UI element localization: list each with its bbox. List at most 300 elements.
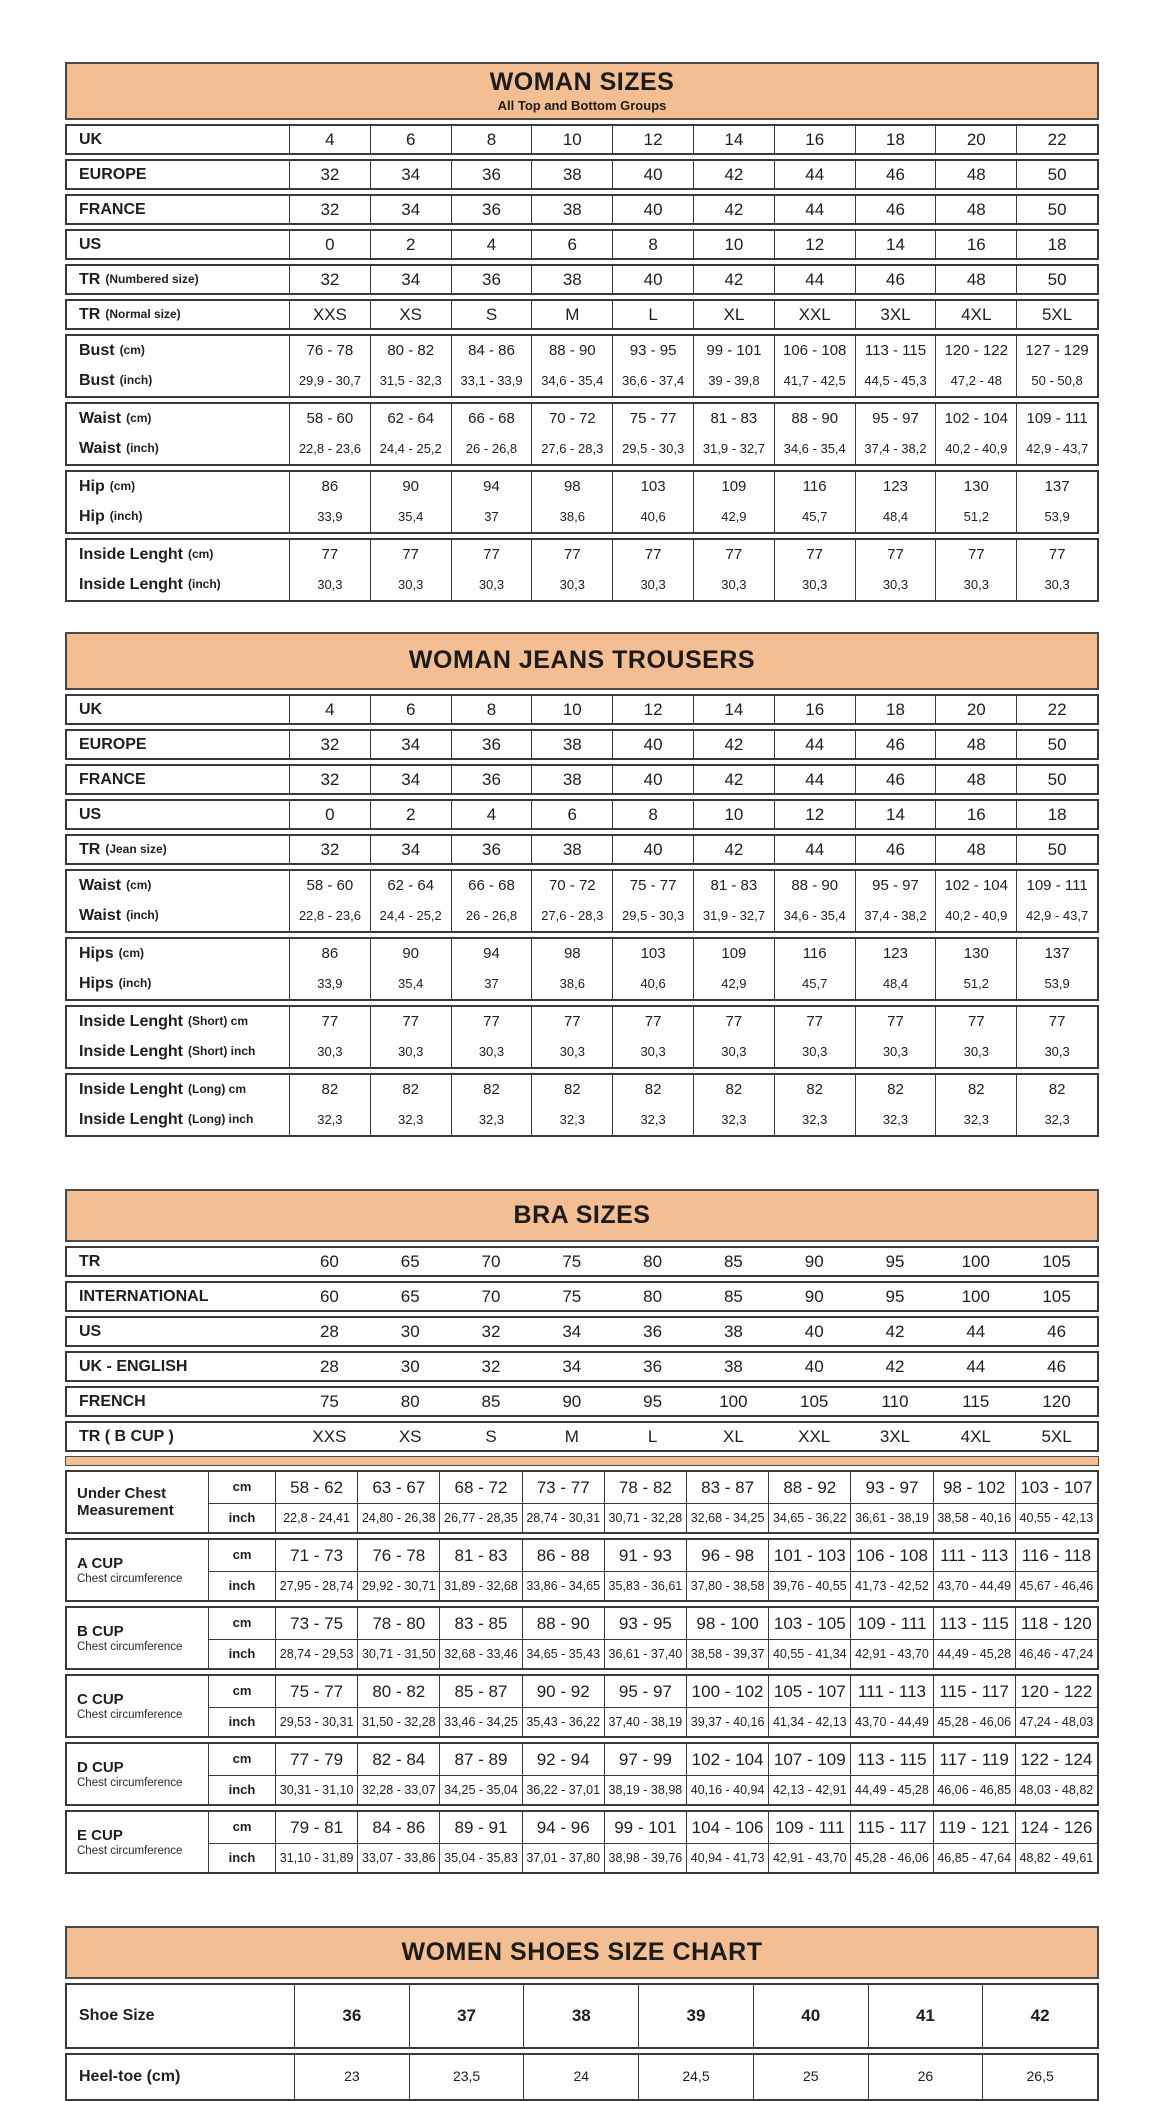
size-value-cell: 5XL [1016, 301, 1097, 328]
size-value-cell: 48 [935, 266, 1016, 293]
table-row-block [65, 1421, 1099, 1452]
size-value-cell: 41 [868, 1985, 983, 2047]
cup-inch-value: 30,31 - 31,10 [275, 1775, 357, 1804]
size-value-cell: 66 - 68 [451, 404, 532, 434]
cup-inch-value: 40,55 - 42,13 [1015, 1503, 1097, 1532]
row-label-main: Hip [79, 478, 105, 496]
row-label-main: Inside Lenght [79, 1013, 183, 1031]
size-value-cell: 116 [774, 472, 855, 502]
size-value-cell: 39 [638, 1985, 753, 2047]
woman-jeans-grid [65, 694, 1099, 1137]
row-label-main: FRENCH [79, 1392, 146, 1410]
size-value-cell: 75 - 77 [612, 871, 693, 901]
table-row-block [65, 1983, 1099, 2049]
woman-jeans-table [65, 632, 1099, 1137]
size-value-cell: 90 [804, 1251, 824, 1271]
size-value-cell: 40 [612, 196, 693, 223]
cup-cm-value: 94 - 96 [522, 1812, 604, 1843]
size-value-cell: 77 [693, 1007, 774, 1037]
size-value-cell: XS [398, 1426, 422, 1446]
cup-inch-value: 33,46 - 34,25 [439, 1707, 521, 1736]
size-value-cell: 29,5 - 30,3 [612, 901, 693, 931]
row-label-note: (cm) [188, 547, 214, 562]
cup-label [67, 1812, 208, 1872]
cup-inch-value: 38,19 - 38,98 [604, 1775, 686, 1804]
size-value-cell: 4 [451, 231, 532, 258]
row-label-main: EUROPE [79, 165, 147, 183]
size-value-cell: 62 - 64 [370, 404, 451, 434]
size-value-cell: 93 - 95 [612, 336, 693, 366]
size-value-cell: 2 [370, 801, 451, 828]
row-label-note: (cm) [119, 343, 145, 358]
cup-cm-value: 117 - 119 [933, 1744, 1015, 1775]
size-value-cell: 75 [562, 1251, 582, 1271]
row-label-note: (cm) [109, 479, 136, 494]
shoes-table [65, 1926, 1099, 2101]
size-value-cell: 77 [774, 540, 855, 570]
table-row-block [65, 729, 1099, 760]
size-value-cell: 34 [370, 731, 451, 758]
size-value-cell: 24,4 - 25,2 [370, 434, 451, 464]
cup-cm-value: 109 - 111 [768, 1812, 850, 1843]
size-value-cell: 12 [612, 126, 693, 153]
size-value-cell: 14 [855, 231, 936, 258]
size-value-cell: 42 [693, 196, 774, 223]
size-value-cell: 8 [451, 696, 532, 723]
row-label [67, 540, 289, 570]
size-value-cell: 32,3 [612, 1105, 693, 1135]
size-value-cell: 37,4 - 38,2 [855, 901, 936, 931]
cup-row-block [65, 1606, 1099, 1670]
cup-cm-value: 122 - 124 [1015, 1744, 1097, 1775]
size-value-cell: L [647, 1426, 658, 1446]
cup-label [67, 1608, 208, 1668]
size-value-cell: 102 - 104 [935, 404, 1016, 434]
size-value-cell: 80 [643, 1286, 663, 1306]
size-value-cell: 102 - 104 [935, 871, 1016, 901]
size-value-cell: 82 [289, 1075, 370, 1105]
cup-inch-value: 32,68 - 33,46 [439, 1639, 521, 1668]
row-label [67, 871, 289, 901]
size-value-cell: 30,3 [935, 1037, 1016, 1067]
size-value-cell: 50 [1016, 731, 1097, 758]
cup-cm-value: 83 - 87 [686, 1472, 768, 1503]
size-value-cell: 90 [562, 1391, 582, 1411]
cup-cm-value: 100 - 102 [686, 1676, 768, 1707]
table-row-block [65, 937, 1099, 1001]
cup-inch-value: 41,34 - 42,13 [768, 1707, 850, 1736]
size-value-cell: 46 [855, 731, 936, 758]
size-value-cell: 46 [855, 196, 936, 223]
size-value-cell: 130 [935, 472, 1016, 502]
size-value-cell: 116 [774, 939, 855, 969]
size-value-cell: 82 [935, 1075, 1016, 1105]
shoes-header-band [65, 1926, 1099, 1979]
size-value-cell: 4XL [960, 1426, 991, 1446]
table-row-block [65, 159, 1099, 190]
row-label-main: Bust [79, 372, 115, 390]
size-value-cell: 0 [289, 231, 370, 258]
row-label-note: (inch) [126, 908, 159, 923]
size-value-cell: 50 [1016, 766, 1097, 793]
size-value-cell: 32 [481, 1321, 501, 1341]
size-value-cell: 123 [855, 472, 936, 502]
cup-cm-value: 78 - 80 [357, 1608, 439, 1639]
row-label [67, 161, 289, 188]
cup-cm-value: 93 - 95 [604, 1608, 686, 1639]
size-value-cell: 30,3 [531, 1037, 612, 1067]
size-value-cell: 110 [881, 1391, 909, 1411]
cup-cm-value: 113 - 115 [933, 1608, 1015, 1639]
cup-cm-value: 75 - 77 [275, 1676, 357, 1707]
size-value-cell: 60 [319, 1251, 339, 1271]
cup-inch-value: 27,95 - 28,74 [275, 1571, 357, 1600]
size-value-cell: 30,3 [1016, 1037, 1097, 1067]
size-value-cell: 77 [855, 1007, 936, 1037]
table-row-block [65, 1351, 1099, 1382]
size-value-cell: 77 [289, 1007, 370, 1037]
size-value-cell: 58 - 60 [289, 404, 370, 434]
row-label-main: Hips [79, 975, 114, 993]
cup-label-main: Under Chest Measurement [77, 1484, 174, 1519]
size-value-cell: 65 [400, 1286, 420, 1306]
size-value-cell: 38 [531, 731, 612, 758]
size-value-cell: 4 [289, 696, 370, 723]
size-value-cell: 40,6 [612, 502, 693, 532]
cup-inch-value: 40,16 - 40,94 [686, 1775, 768, 1804]
size-value-cell: 81 - 83 [693, 871, 774, 901]
cup-inch-value: 38,58 - 40,16 [933, 1503, 1015, 1532]
size-value-cell: 40,2 - 40,9 [935, 901, 1016, 931]
table-row-block [65, 1005, 1099, 1069]
size-value-cell: 103 [612, 939, 693, 969]
size-value-cell: 26 - 26,8 [451, 901, 532, 931]
cup-inch-value: 41,73 - 42,52 [850, 1571, 932, 1600]
size-value-cell: 44 [774, 766, 855, 793]
size-value-cell: XS [370, 301, 451, 328]
size-value-cell: 14 [855, 801, 936, 828]
table-row-block [65, 2053, 1099, 2101]
size-value-cell: 32,3 [693, 1105, 774, 1135]
size-value-cell: 40,2 - 40,9 [935, 434, 1016, 464]
size-value-cell: 38 [531, 836, 612, 863]
cup-inch-value: 45,28 - 46,06 [850, 1843, 932, 1872]
size-value-cell: 27,6 - 28,3 [531, 901, 612, 931]
size-value-cell: 4 [289, 126, 370, 153]
size-value-cell: 46 [855, 266, 936, 293]
size-value-cell: 53,9 [1016, 969, 1097, 999]
size-value-cell: XXS [289, 301, 370, 328]
size-value-cell: 26 [868, 2055, 983, 2099]
size-value-cell: 42,9 - 43,7 [1016, 901, 1097, 931]
size-value-cell: 32 [289, 266, 370, 293]
cup-cm-value: 109 - 111 [850, 1608, 932, 1639]
row-label [67, 502, 289, 532]
unit-label-cm: cm [208, 1472, 275, 1503]
size-value-cell: 46 [855, 766, 936, 793]
size-value-cell: 20 [935, 126, 1016, 153]
row-label [67, 969, 289, 999]
shoes-title: WOMEN SHOES SIZE CHART [401, 1937, 763, 1966]
size-value-cell: 10 [531, 126, 612, 153]
cup-cm-value: 71 - 73 [275, 1540, 357, 1571]
size-value-cell: 6 [531, 801, 612, 828]
cup-inch-value: 36,22 - 37,01 [522, 1775, 604, 1804]
table-row-block [65, 869, 1099, 933]
cup-inch-value: 24,80 - 26,38 [357, 1503, 439, 1532]
cup-label [67, 1676, 208, 1736]
size-value-cell: 23,5 [409, 2055, 524, 2099]
cup-cm-value: 120 - 122 [1015, 1676, 1097, 1707]
table-row-block [65, 694, 1099, 725]
size-value-cell: 6 [531, 231, 612, 258]
size-value-cell: 82 [774, 1075, 855, 1105]
size-value-cell: 109 - 111 [1016, 404, 1097, 434]
cup-cm-value: 84 - 86 [357, 1812, 439, 1843]
size-value-cell: 3XL [855, 301, 936, 328]
cup-cm-value: 92 - 94 [522, 1744, 604, 1775]
table-row-block [65, 834, 1099, 865]
cup-label [67, 1472, 208, 1532]
cup-inch-value: 31,10 - 31,89 [275, 1843, 357, 1872]
size-value-cell: 34 [370, 836, 451, 863]
size-value-cell: 30,3 [370, 570, 451, 600]
unit-label-cm: cm [208, 1608, 275, 1639]
row-label-note: (Short) inch [188, 1044, 256, 1059]
cup-cm-value: 86 - 88 [522, 1540, 604, 1571]
size-value-cell: 77 [693, 540, 774, 570]
table-row-block [65, 334, 1099, 398]
size-value-cell: 95 - 97 [855, 404, 936, 434]
woman-sizes-grid [65, 124, 1099, 602]
size-value-cell: 31,9 - 32,7 [693, 434, 774, 464]
row-label-main: US [79, 805, 102, 823]
size-value-cell: 94 [451, 939, 532, 969]
size-value-cell: 36 [451, 766, 532, 793]
size-value-cell: 45,7 [774, 969, 855, 999]
size-value-cell: 42 [693, 731, 774, 758]
row-label-main: TR [79, 840, 101, 858]
size-value-cell: 30,3 [774, 570, 855, 600]
size-value-cell: 95 - 97 [855, 871, 936, 901]
cup-inch-value: 28,74 - 30,31 [522, 1503, 604, 1532]
size-value-cell: 100 [719, 1391, 748, 1411]
size-value-cell: 65 [400, 1251, 420, 1271]
size-value-cell: 48 [935, 731, 1016, 758]
size-value-cell: 137 [1016, 939, 1097, 969]
size-value-cell: 40 [804, 1356, 824, 1376]
cup-cm-value: 90 - 92 [522, 1676, 604, 1707]
size-value-cell: XL [693, 301, 774, 328]
cup-cm-value: 87 - 89 [439, 1744, 521, 1775]
size-value-cell: 127 - 129 [1016, 336, 1097, 366]
size-value-cell: 39 - 39,8 [693, 366, 774, 396]
size-value-cell: 66 - 68 [451, 871, 532, 901]
cup-inch-value: 46,85 - 47,64 [933, 1843, 1015, 1872]
size-value-cell: 37,4 - 38,2 [855, 434, 936, 464]
size-value-cell: 80 [643, 1251, 663, 1271]
size-value-cell: 90 [370, 472, 451, 502]
cup-cm-value: 104 - 106 [686, 1812, 768, 1843]
size-value-cell: 40 [612, 266, 693, 293]
size-value-cell: S [451, 301, 532, 328]
size-value-cell: 12 [774, 231, 855, 258]
cup-inch-value: 44,49 - 45,28 [933, 1639, 1015, 1668]
size-value-cell: 44 [966, 1356, 986, 1376]
size-value-cell: 77 [531, 540, 612, 570]
size-value-cell: 77 [612, 1007, 693, 1037]
size-value-cell: 88 - 90 [774, 871, 855, 901]
size-value-cell: 32 [289, 196, 370, 223]
cup-cm-value: 63 - 67 [357, 1472, 439, 1503]
size-value-cell: 12 [612, 696, 693, 723]
size-value-cell: 18 [1016, 801, 1097, 828]
row-label [67, 434, 289, 464]
row-label-note: (cm) [126, 411, 152, 426]
cup-cm-value: 58 - 62 [275, 1472, 357, 1503]
size-value-cell: 12 [774, 801, 855, 828]
size-value-cell: 35,4 [370, 502, 451, 532]
cup-cm-value: 77 - 79 [275, 1744, 357, 1775]
size-value-cell: 32,3 [289, 1105, 370, 1135]
row-label [67, 801, 289, 828]
size-value-cell: 42,9 [693, 969, 774, 999]
size-value-cell: 34 [370, 766, 451, 793]
size-value-cell: 30,3 [693, 1037, 774, 1067]
size-value-cell: 70 - 72 [531, 871, 612, 901]
cup-cm-value: 89 - 91 [439, 1812, 521, 1843]
row-label [67, 836, 289, 863]
row-label [67, 1388, 289, 1415]
size-value-cell: 98 [531, 939, 612, 969]
size-value-cell: 3XL [879, 1426, 911, 1446]
size-value-cell: 31,9 - 32,7 [693, 901, 774, 931]
size-value-cell: 16 [935, 231, 1016, 258]
table-row-block [65, 124, 1099, 155]
cup-inch-value: 33,86 - 34,65 [522, 1571, 604, 1600]
row-label [67, 696, 289, 723]
cup-label-sub: Chest circumference [77, 1641, 183, 1654]
unit-label-inch: inch [208, 1775, 275, 1804]
cup-cm-value: 93 - 97 [850, 1472, 932, 1503]
size-value-cell: 42,9 - 43,7 [1016, 434, 1097, 464]
size-value-cell: 77 [774, 1007, 855, 1037]
size-value-cell: 36 [643, 1321, 663, 1341]
size-value-cell: 109 [693, 472, 774, 502]
row-label-main: Shoe Size [79, 2007, 155, 2025]
size-value-cell: 46 [1047, 1321, 1067, 1341]
size-value-cell: 29,9 - 30,7 [289, 366, 370, 396]
row-label-main: Inside Lenght [79, 1081, 183, 1099]
size-value-cell: 37 [451, 502, 532, 532]
size-value-cell: 77 [855, 540, 936, 570]
size-value-cell: 77 [612, 540, 693, 570]
row-label [67, 1283, 289, 1310]
size-value-cell: 50 [1016, 266, 1097, 293]
row-label-note: (cm) [118, 946, 145, 961]
size-value-cell: 95 [885, 1286, 905, 1306]
cup-inch-value: 42,13 - 42,91 [768, 1775, 850, 1804]
size-value-cell: 88 - 90 [531, 336, 612, 366]
size-value-cell: 0 [289, 801, 370, 828]
woman-sizes-header-band [65, 62, 1099, 120]
size-value-cell: 38 [523, 1985, 638, 2047]
size-value-cell: 77 [289, 540, 370, 570]
size-value-cell: 34 [562, 1356, 582, 1376]
size-value-cell: 115 [962, 1391, 990, 1411]
size-value-cell: 30,3 [612, 1037, 693, 1067]
size-value-cell: 38 [531, 266, 612, 293]
cup-inch-value: 46,06 - 46,85 [933, 1775, 1015, 1804]
size-value-cell: 40 [612, 731, 693, 758]
size-value-cell: 123 [855, 939, 936, 969]
size-value-cell: 32,3 [774, 1105, 855, 1135]
size-value-cell: 62 - 64 [370, 871, 451, 901]
size-value-cell: 77 [451, 540, 532, 570]
row-label [67, 126, 289, 153]
cup-inch-value: 40,94 - 41,73 [686, 1843, 768, 1872]
cup-label-main: A CUP [77, 1554, 124, 1572]
size-value-cell: 5XL [1041, 1426, 1072, 1446]
size-value-cell: 77 [370, 1007, 451, 1037]
size-value-cell: 30,3 [370, 1037, 451, 1067]
size-value-cell: 84 - 86 [451, 336, 532, 366]
cup-cm-value: 68 - 72 [439, 1472, 521, 1503]
cup-cm-value: 111 - 113 [933, 1540, 1015, 1571]
size-value-cell: 2 [370, 231, 451, 258]
cup-cm-value: 91 - 93 [604, 1540, 686, 1571]
table-row-block [65, 538, 1099, 602]
size-value-cell: 40,6 [612, 969, 693, 999]
row-label-note: (Normal size) [105, 306, 181, 321]
size-value-cell: 32 [289, 731, 370, 758]
row-label [67, 1423, 289, 1450]
size-value-cell: 30,3 [289, 570, 370, 600]
row-label [67, 266, 289, 293]
size-value-cell: 24,4 - 25,2 [370, 901, 451, 931]
size-value-cell: 82 [451, 1075, 532, 1105]
cup-inch-value: 28,74 - 29,53 [275, 1639, 357, 1668]
size-value-cell: 30,3 [855, 1037, 936, 1067]
size-value-cell: 76 - 78 [289, 336, 370, 366]
size-value-cell: 109 - 111 [1016, 871, 1097, 901]
size-value-cell: 130 [935, 939, 1016, 969]
cup-cm-value: 101 - 103 [768, 1540, 850, 1571]
unit-label-cm: cm [208, 1744, 275, 1775]
bra-sizes-upper-grid [65, 1246, 1099, 1452]
cup-inch-value: 37,40 - 38,19 [604, 1707, 686, 1736]
cup-inch-value: 29,92 - 30,71 [357, 1571, 439, 1600]
size-value-cell: 85 [481, 1391, 501, 1411]
size-value-cell: 45,7 [774, 502, 855, 532]
size-value-cell: 47,2 - 48 [935, 366, 1016, 396]
row-label-main: UK - ENGLISH [79, 1357, 188, 1375]
size-value-cell: 10 [693, 231, 774, 258]
cup-cm-value: 82 - 84 [357, 1744, 439, 1775]
size-value-cell: 95 [885, 1251, 905, 1271]
size-value-cell: 113 - 115 [855, 336, 936, 366]
size-value-cell: 36 [451, 196, 532, 223]
bra-sizes-title: BRA SIZES [513, 1200, 651, 1229]
cup-inch-value: 45,28 - 46,06 [933, 1707, 1015, 1736]
cup-inch-value: 39,76 - 40,55 [768, 1571, 850, 1600]
cup-label-sub: Chest circumference [77, 1845, 183, 1858]
size-value-cell: 30,3 [531, 570, 612, 600]
table-row-block [65, 402, 1099, 466]
size-value-cell: 77 [935, 540, 1016, 570]
unit-label-inch: inch [208, 1639, 275, 1668]
size-value-cell: 30,3 [612, 570, 693, 600]
